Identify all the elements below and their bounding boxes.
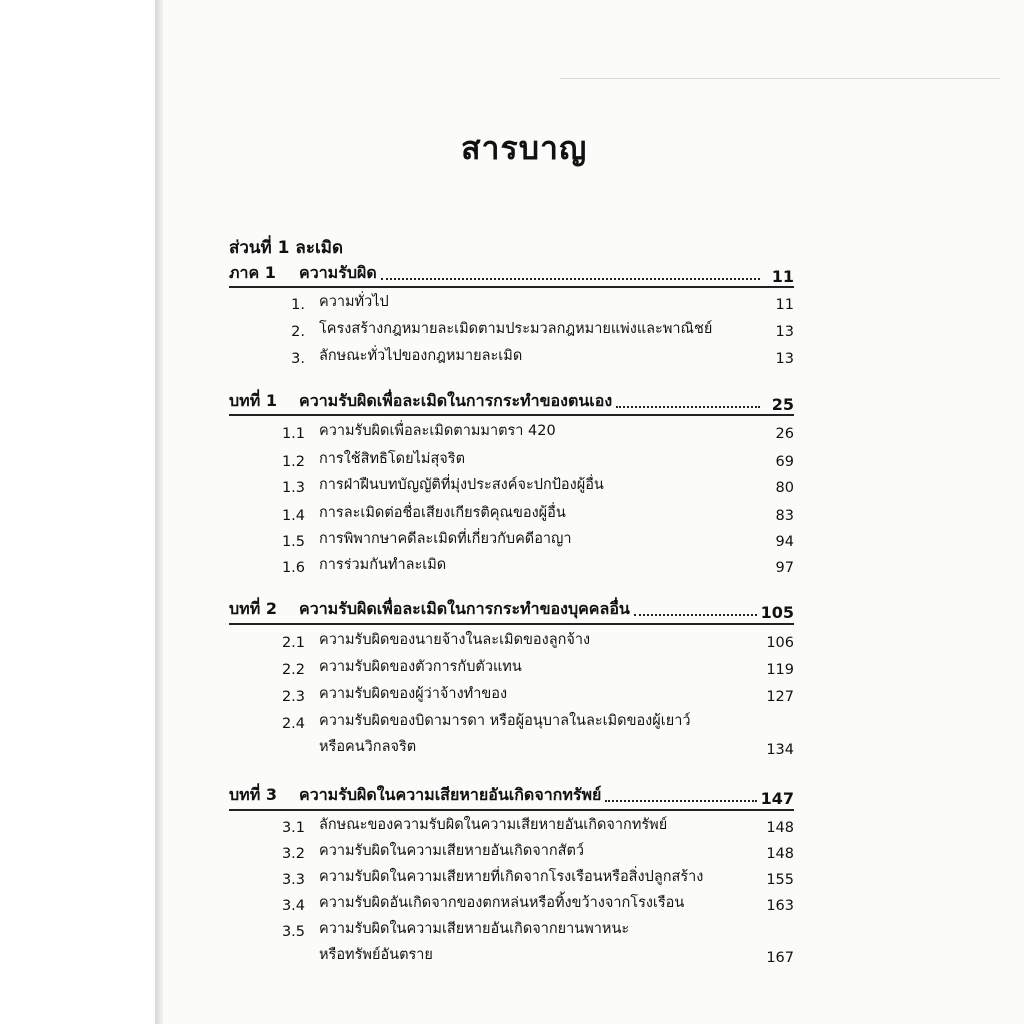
item-number: 3.4 — [281, 898, 305, 914]
item-number: 1.6 — [281, 560, 305, 576]
item-number: 1.1 — [281, 426, 305, 442]
item-page-number: 97 — [775, 560, 794, 576]
item-title: ความรับผิดของผู้ว่าจ้างทำของ — [319, 686, 508, 702]
item-number: 2.1 — [281, 635, 305, 651]
item-title: ความทั่วไป — [319, 294, 389, 310]
item-title: โครงสร้างกฎหมายละเมิดตามประมวลกฎหมายแพ่งและพาณิชย์ — [319, 321, 713, 337]
toc-item-row — [229, 860, 794, 888]
toc-item-row — [229, 414, 794, 442]
toc-item-row — [229, 650, 794, 678]
item-number: 3.3 — [281, 872, 305, 888]
item-number: 3.5 — [281, 924, 305, 940]
item-title: ความรับผิดของนายจ้างในละเมิดของลูกจ้าง — [319, 632, 591, 648]
item-page-number: 167 — [766, 950, 794, 966]
item-title: ลักษณะทั่วไปของกฎหมายละเมิด — [319, 348, 523, 364]
toc-item-row — [229, 677, 794, 705]
section-prefix: ภาค 1 — [229, 263, 276, 282]
page-title: สารบาญ — [461, 129, 588, 167]
item-number: 3. — [291, 351, 305, 367]
toc-item-row — [229, 468, 794, 496]
item-title: การฝ่าฝืนบทบัญญัติที่มุ่งประสงค์จะปกป้องผู้อื่น — [319, 477, 604, 493]
item-title: การร่วมกันทำละเมิด — [319, 557, 447, 573]
item-number: 2.2 — [281, 662, 305, 678]
item-title: ความรับผิดในความเสียหายที่เกิดจากโรงเรือนหรือสิ่งปลูกสร้าง — [319, 869, 704, 885]
dot-leader — [605, 799, 756, 802]
dot-leader — [616, 405, 760, 408]
item-number: 2.3 — [281, 689, 305, 705]
section-prefix: บทที่ 3 — [229, 785, 277, 804]
bleed-through-rule — [560, 78, 1000, 79]
section-page-number: 25 — [771, 395, 794, 414]
section-prefix: บทที่ 2 — [229, 599, 277, 618]
dot-leader — [381, 277, 760, 280]
item-page-number: 148 — [766, 820, 794, 836]
toc-item-row — [229, 704, 794, 732]
toc-section-row — [229, 780, 794, 808]
toc-item-row — [229, 339, 794, 367]
item-page-number: 163 — [766, 898, 794, 914]
item-page-number: 106 — [766, 635, 794, 651]
toc-item-row — [229, 912, 794, 940]
section-title: ความรับผิดเพื่อละเมิดในการกระทำของตนเอง — [299, 391, 613, 410]
item-title: ความรับผิดในความเสียหายอันเกิดจากสัตว์ — [319, 843, 585, 859]
item-page-number: 11 — [775, 297, 794, 313]
item-title: ความรับผิดในความเสียหายอันเกิดจากยานพาหนะ — [319, 921, 630, 937]
item-page-number: 13 — [775, 324, 794, 340]
section-title: ความรับผิดในความเสียหายอันเกิดจากทรัพย์ — [299, 785, 602, 804]
item-title: ลักษณะของความรับผิดในความเสียหายอันเกิดจากทรัพย์ — [319, 817, 668, 833]
book-spine-shadow — [155, 0, 163, 1024]
toc-item-row — [229, 623, 794, 651]
section-page-number: 147 — [760, 789, 794, 808]
toc-item-row — [229, 938, 794, 966]
item-page-number: 134 — [766, 742, 794, 758]
item-number: 2.4 — [281, 716, 305, 732]
item-page-number: 155 — [766, 872, 794, 888]
item-number: 1.5 — [281, 534, 305, 550]
section-prefix: บทที่ 1 — [229, 391, 277, 410]
item-number: 3.2 — [281, 846, 305, 862]
item-title: ความรับผิดของบิดามารดา หรือผู้อนุบาลในละเมิดของผู้เยาว์ — [319, 713, 691, 729]
item-page-number: 94 — [775, 534, 794, 550]
part-heading: ส่วนที่ 1 ละเมิด — [229, 238, 344, 258]
item-title: ความรับผิดของตัวการกับตัวแทน — [319, 659, 522, 675]
section-page-number: 11 — [771, 267, 794, 286]
item-page-number: 127 — [766, 689, 794, 705]
item-page-number: 80 — [775, 480, 794, 496]
item-title: ความรับผิดเพื่อละเมิดตามมาตรา 420 — [319, 423, 556, 439]
item-number: 1.2 — [281, 454, 305, 470]
item-title: ความรับผิดอันเกิดจากของตกหล่นหรือทิ้งขว้างจากโรงเรือน — [319, 895, 685, 911]
toc-section-row — [229, 258, 794, 286]
item-page-number: 119 — [766, 662, 794, 678]
toc-section-row — [229, 386, 794, 414]
section-title: ความรับผิด — [299, 263, 377, 282]
toc-item-row — [229, 496, 794, 524]
toc-item-row — [229, 886, 794, 914]
item-title: การใช้สิทธิโดยไม่สุจริต — [319, 451, 465, 467]
toc-item-row — [229, 808, 794, 836]
section-title: ความรับผิดเพื่อละเมิดในการกระทำของบุคคลอื่น — [299, 599, 630, 618]
item-title: การพิพากษาคดีละเมิดที่เกี่ยวกับคดีอาญา — [319, 531, 572, 547]
item-page-number: 13 — [775, 351, 794, 367]
item-title: หรือทรัพย์อันตราย — [319, 947, 433, 963]
toc-item-row — [229, 442, 794, 470]
toc-item-row — [229, 548, 794, 576]
dot-leader — [634, 613, 757, 616]
item-number: 3.1 — [281, 820, 305, 836]
item-title: การละเมิดต่อชื่อเสียงเกียรติคุณของผู้อื่น — [319, 505, 566, 521]
item-page-number: 26 — [775, 426, 794, 442]
item-number: 1.3 — [281, 480, 305, 496]
item-page-number: 148 — [766, 846, 794, 862]
toc-item-row — [229, 834, 794, 862]
item-number: 1.4 — [281, 508, 305, 524]
toc-section-row — [229, 594, 794, 622]
toc-item-row — [229, 522, 794, 550]
toc-item-row — [229, 312, 794, 340]
toc-item-row — [229, 730, 794, 758]
item-number: 2. — [291, 324, 305, 340]
toc-item-row — [229, 285, 794, 313]
item-page-number: 69 — [775, 454, 794, 470]
item-title: หรือคนวิกลจริต — [319, 739, 417, 755]
item-number: 1. — [291, 297, 305, 313]
item-page-number: 83 — [775, 508, 794, 524]
section-page-number: 105 — [760, 603, 794, 622]
